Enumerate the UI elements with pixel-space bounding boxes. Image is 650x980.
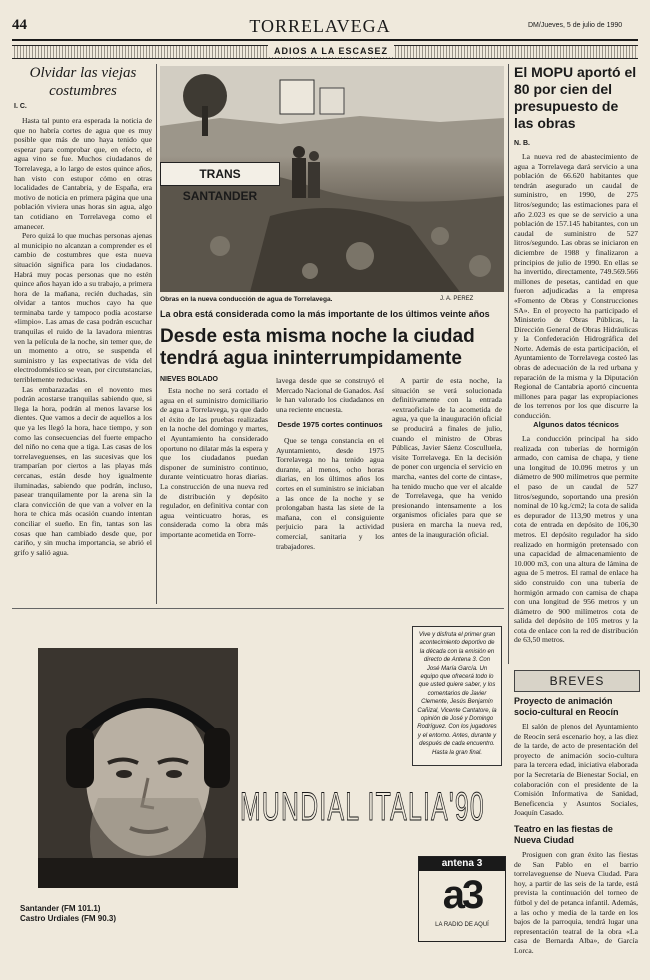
sportscaster-photo <box>38 648 238 888</box>
story-subhead: Desde 1975 cortes continuos <box>277 420 383 430</box>
story-column-1 <box>160 386 268 558</box>
ad-text-box <box>412 626 502 766</box>
antena3-logo <box>418 856 506 942</box>
story-paragraph: lavega desde que se construyó el Mercado Nacional de Ganados. Así le han valorado los ciudadanos en una reciente encuesta. <box>276 376 384 414</box>
breves-box <box>514 670 640 692</box>
column-divider <box>156 64 157 604</box>
breves-item-text <box>514 850 638 972</box>
photo-caption: Obras en la nueva conducción de agua de Torrelavega. <box>160 296 333 303</box>
station-castro: Castro Urdiales (FM 90.3) <box>20 914 117 923</box>
trans-santander-sign: TRANS SANTANDER <box>160 162 280 186</box>
ad-promo-text: Vive y disfruta el primer gran acontecimiento deportivo de la década con la emisión en directo de Antena 3. Con José María García. Un equipo que ofrecerá todo lo que usted quiere saber, y los comentarios de Javier Clemente, Jesús Benjamín Cañizal, Vicente Cantatore, la opinión de José y Domingo Rodríguez. Con los jugadores y el entorno. Antes, durante y después de cada encuentro. Hasta la gran final. <box>417 632 497 756</box>
mundial-title-text: MUNDIAL ITALIA'90 <box>240 785 485 829</box>
antena3-mark: a3 <box>442 873 482 917</box>
breves-title: BREVES <box>549 674 605 688</box>
mopu-paragraph: La conducción principal ha sido realizada con tuberías de hormigón armado, con camisa de chapa, y tiene una longitud de 10.096 metros y un diámetro de 900 milímetros que permite el paso de un caudal de 527 litros/segundo, soportando una presión nominal de 10 kg./cm2; la cota de salida es depurador de 113,90 metros y una cota de entrada en depósito de 106,30 metros. El depósito regulador ha sido realizado en hormigón pretensado con una capacidad de almacenamiento de 10.000 m3, con una altura de lámina de agua de 5 metros. El ramal de enlace ha sido construido con una tubería de hormigón armado con camisa de chapa con una longitud de 956 metros y un diámetro de 900 milímetros cota de salida del depósito de 105 metros y la cota de enlace con la red de distribución de 63,50 metros. <box>514 434 638 645</box>
left-paragraph: Pero quizá lo que muchas personas ajenas al municipio no alcanzan a comprender es el cambio de costumbres que esta nueva situación significa para los ciudadanos. Habrá muy pocas personas que no estén quince años hayan ido a su trabajo, a primera hora de la mañana, recién duchadas, sin olvidar a tantos muchos cayo ha que terminaba tarde y tampoco podía acostarse «limpio». Las amas de casa podrán escuchar tranquilas el ruido de la lavadora mientras ven la película de la noche, sin temer que, de un momento a otro, se suspenda el suministro y las expectativas de vida del electrodoméstico se vean, por circunstancias, terriblemente reducidas. <box>14 231 152 385</box>
mopu-paragraph: La nueva red de abastecimiento de agua a Torrelavega dará servicio a una población de 66.620 habitantes que tendrán asegurado un caudal de suministro, en 1990, de 275 litros/segundo; las estimaciones para el año 2.023 es que se de servicio a una población de 157.145 habitantes, con un caudal de suministro de 527 litros/segundo. Las obras se iniciaron en diciembre de 1988 y finalizaron a principios de julio de 1990. En ellas se ha invertido, directamente, 749.569.566 millones de pesetas, cantidad en que fueron adjudicadas a la empresa «Fomento de Obras y Construcciones SA». En el proyecto ha participado el Ministerio de Obras Públicas, la Dirección General de Obras Hidráulicas y la Confederación Hidrográfica del Norte. Además de esta participación, el Ayuntamiento de Torrelavega costeó las obras de adecuación de la red urbana y reparación de la misma y la Diputación Regional de Cantabria aportó cincuenta millones para pagar las expropiaciones de los terrenos por los que discurre la conducción. <box>514 152 638 421</box>
left-paragraph: Hasta tal punto era esperada la noticia de que no habría cortes de agua que es muy posible que más de uno haya tenido que esperar para comprobar que, en efecto, el agua vino se fue. Muchos ciudadanos de Torrelavega, a lo largo de estos quince años, han visto con estupor cómo en otras localidades de Cantabria, y de España, era motivo de noticia en primera página que una población viviera unas horas sin agua, algo tan cotidiano en Torrelavega como el amanecer. <box>14 116 152 231</box>
construction-photo <box>160 66 504 292</box>
banner-label: ADIOS A LA ESCASEZ <box>268 45 394 57</box>
mopu-byline: N. B. <box>514 140 530 147</box>
antena3-brand: antena 3 <box>419 857 505 871</box>
left-headline: Olvidar las viejas costumbres <box>29 65 137 99</box>
mopu-subhead: Algunos datos técnicos <box>533 420 619 429</box>
story-paragraph: Que se tenga constancia en el Ayuntamiento, desde 1975 Torrelavega no ha tenido agua durante, al menos, ocho horas diarias, en los últimos años los cortes en el suministro se iniciaban a las once de la noche y se prolongaban hasta las siete de la mañana, con el consiguiente perjuicio para la actividad comercial, sanitaria y los trabajadores. <box>276 435 384 551</box>
mopu-body <box>514 152 638 421</box>
sportscaster-portrait <box>38 648 238 888</box>
mopu-headline: El MOPU aportó el 80 por cien del presupuesto de las obras <box>514 64 637 131</box>
issue-date: DM/Jueves, 5 de julio de 1990 <box>528 22 623 29</box>
breves-paragraph: Prosiguen con gran éxito las fiestas de San Pablo en el barrio torrelaveguense de Nueva Ciudad. Para hoy, a partir de las seis de la tarde, está prevista la continuación del torneo de fútbol y del de petanca infantil. Además, a las ocho y media de la tarde en los bajos de la parroquia, tendrá lugar una representación teatral de la obra «La casa de Bernarda Alba», de García Lorca. <box>514 850 638 955</box>
story-headline: Desde esta misma noche la ciudad tendrá agua ininterrumpidamente <box>160 326 475 369</box>
column-divider <box>508 64 509 664</box>
story-column-3 <box>392 376 502 558</box>
breves-paragraph: El salón de plenos del Ayuntamiento de Reocín será escenario hoy, a las diez de la tarde, de acto de presentación del proyecto de animación socio-cultura para la tercera edad, iniciativa elaborada por la Secretaría de Bienestar Social, en colaboración con el presidente de la Comisión Informativa de Sanidad, Beneficencia y Asuntos Sociales, Joaquín Casado. <box>514 722 638 818</box>
breves-item-text <box>514 722 638 816</box>
photo-credit: J. A. PEREZ <box>440 296 474 302</box>
left-body <box>14 116 152 626</box>
breves-item-title: Teatro en las fiestas de Nueva Ciudad <box>514 824 613 845</box>
story-column-2 <box>276 376 384 558</box>
page-number: 44 <box>12 17 27 33</box>
story-paragraph: Esta noche no será cortado el agua en el suministro domiciliario de agua a Torrelavega, ya que dado el éxito de las pruebas realizadas en la noche del domingo y martes, el Ayuntamiento ha considerado oportuno no dilatar más la espera y que los ciudadanos puedan disponer de suministro continuo, durante veinticuatro horas diarias. La construcción de una nueva red de distribución y depósito regulador, en definitiva contar con agua veinticuatro horas, es considerada como la obra más importante acometida en Torre- <box>160 386 268 539</box>
mundial-title <box>240 772 512 842</box>
left-paragraph: Las embarazadas en el novento mes podrán acostarse tranquilas sabiendo que, si llega la hora, podrán al menos lavarse los dientes. Que vamos a decir de aquellos a los que ya les llegó la hora, hace tiempo, y son como las consecuencias del fuerte empacho del niño no cena que a tiga. Las casas de los torrelaveguenses, en las sucesivas que los tramparían por ciertos a las playas más cercanas, están desde hoy igualmente iluminadas, sabiendo que podrán, incluso, pasear tranquilamente por la arena sin la clara convicción de que van a volver en la hora te chica más ocasión cuando intentan conciliar el sueño. En fin, tantas son las cosas que han cambiado desde que, por cariño, y sin mucha importancia, se abrió el grifo y salió agua. <box>14 384 152 557</box>
antena3-slogan: LA RADIO DE AQUÍ <box>435 922 489 928</box>
story-byline: NIEVES BOLADO <box>160 376 218 383</box>
header-rule <box>12 39 638 41</box>
left-byline: I. C. <box>14 103 27 110</box>
story-kicker: La obra está considerada como la más importante de los últimos veinte años <box>160 309 490 319</box>
section-title: TORRELAVEGA <box>249 16 391 36</box>
station-santander: Santander (FM 101.1) <box>20 904 101 913</box>
ad-top-rule <box>12 608 504 609</box>
breves-item-title: Proyecto de animación socio-cultural en Reocín <box>514 696 619 717</box>
story-paragraph: A partir de esta noche, la situación se verá solucionada definitivamente con la entrada «extraoficial» de la acometida de agua, ya que la inauguración oficial se producirá a finales de julio, cuando el ministro de Obras Públicas, Javier Sáenz Cosculluela, visite Torrelavega. En la decisión de poner con urgencia el servicio en marcha, «antes del corte de cintas», ha tenido mucho que ver el alcalde de Torrelavega, que ha venido presionando intensamente a los organismos oficiales para que se pusiera en marcha la nueva red, antes de la inauguración oficial. <box>392 376 502 539</box>
mopu-technical-body <box>514 434 638 662</box>
